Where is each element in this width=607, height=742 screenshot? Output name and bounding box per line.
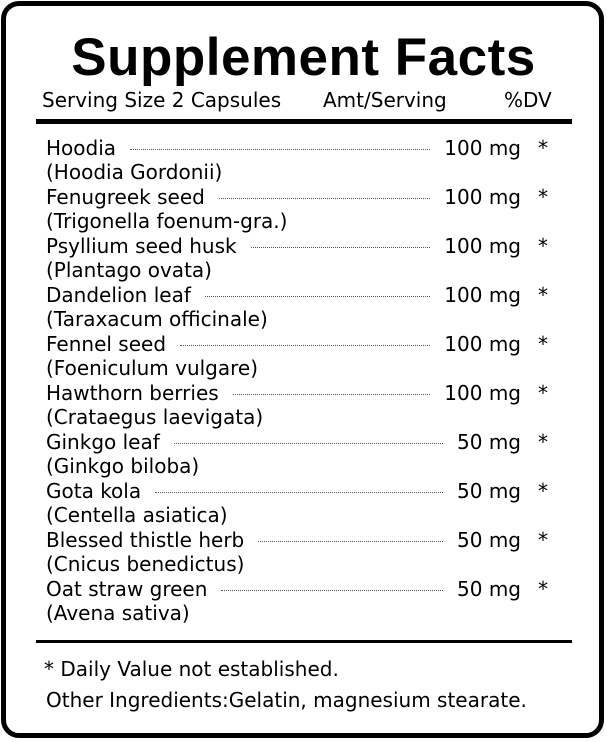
- ingredient-dv: *: [538, 430, 548, 454]
- ingredient-dv: *: [538, 381, 548, 405]
- ingredient-dv: *: [538, 234, 548, 258]
- amount-per-serving-header: Amt/Serving: [323, 88, 447, 112]
- ingredient-latin-name: (Ginkgo biloba): [46, 454, 200, 478]
- ingredient-name: Oat straw green: [46, 577, 208, 601]
- label-title: Supplement Facts: [71, 28, 536, 87]
- ingredient-amount: 100 mg: [444, 234, 521, 258]
- ingredient-amount: 100 mg: [444, 381, 521, 405]
- ingredient-latin-name: (Centella asiatica): [46, 503, 228, 527]
- dot-leader: [251, 247, 431, 248]
- ingredient-name: Fennel seed: [46, 332, 167, 356]
- ingredient-row: [0, 185, 607, 234]
- ingredient-amount: 100 mg: [444, 283, 521, 307]
- ingredient-row: [0, 332, 607, 381]
- other-ingredients: Other Ingredients:Gelatin, magnesium stearate.: [46, 688, 527, 712]
- ingredient-latin-name: (Cnicus benedictus): [46, 552, 245, 576]
- ingredient-dv: *: [538, 577, 548, 601]
- ingredient-amount: 100 mg: [444, 185, 521, 209]
- ingredient-dv: *: [538, 185, 548, 209]
- ingredient-latin-name: (Trigonella foenum-gra.): [46, 209, 288, 233]
- ingredient-row: [0, 136, 607, 185]
- ingredient-row: [0, 430, 607, 479]
- ingredient-name: Fenugreek seed: [46, 185, 205, 209]
- ingredient-name: Gota kola: [46, 479, 142, 503]
- ingredient-latin-name: (Foeniculum vulgare): [46, 356, 259, 380]
- ingredient-name: Ginkgo leaf: [46, 430, 160, 454]
- dot-leader: [180, 345, 430, 346]
- ingredient-name: Hawthorn berries: [46, 381, 219, 405]
- ingredient-row: [0, 528, 607, 577]
- ingredient-row: [0, 577, 607, 626]
- ingredient-dv: *: [538, 283, 548, 307]
- ingredient-amount: 50 mg: [457, 479, 521, 503]
- ingredient-latin-name: (Crataegus laevigata): [46, 405, 264, 429]
- bottom-divider: [36, 640, 572, 643]
- ingredient-amount: 100 mg: [444, 332, 521, 356]
- dot-leader: [155, 492, 443, 493]
- dot-leader: [233, 394, 431, 395]
- dot-leader: [219, 198, 430, 199]
- ingredient-name: Psyllium seed husk: [46, 234, 237, 258]
- ingredient-latin-name: (Avena sativa): [46, 601, 190, 625]
- ingredient-latin-name: (Taraxacum officinale): [46, 307, 268, 331]
- ingredient-dv: *: [538, 332, 548, 356]
- dot-leader: [258, 541, 443, 542]
- daily-value-footnote: * Daily Value not established.: [44, 657, 339, 681]
- ingredient-amount: 50 mg: [457, 528, 521, 552]
- ingredient-amount: 50 mg: [457, 577, 521, 601]
- ingredient-row: [0, 479, 607, 528]
- ingredient-name: Dandelion leaf: [46, 283, 191, 307]
- ingredient-name: Hoodia: [46, 136, 117, 160]
- daily-value-header: %DV: [504, 88, 552, 112]
- ingredient-dv: *: [538, 136, 548, 160]
- top-divider: [36, 119, 572, 124]
- dot-leader: [221, 590, 443, 591]
- ingredient-amount: 100 mg: [444, 136, 521, 160]
- ingredient-latin-name: (Hoodia Gordonii): [46, 160, 223, 184]
- ingredient-row: [0, 234, 607, 283]
- ingredient-latin-name: (Plantago ovata): [46, 258, 212, 282]
- dot-leader: [130, 149, 430, 150]
- serving-size: Serving Size 2 Capsules: [42, 88, 282, 112]
- dot-leader: [205, 296, 430, 297]
- ingredient-row: [0, 283, 607, 332]
- ingredient-name: Blessed thistle herb: [46, 528, 245, 552]
- ingredient-amount: 50 mg: [457, 430, 521, 454]
- dot-leader: [174, 443, 443, 444]
- ingredient-dv: *: [538, 479, 548, 503]
- ingredient-row: [0, 381, 607, 430]
- ingredient-dv: *: [538, 528, 548, 552]
